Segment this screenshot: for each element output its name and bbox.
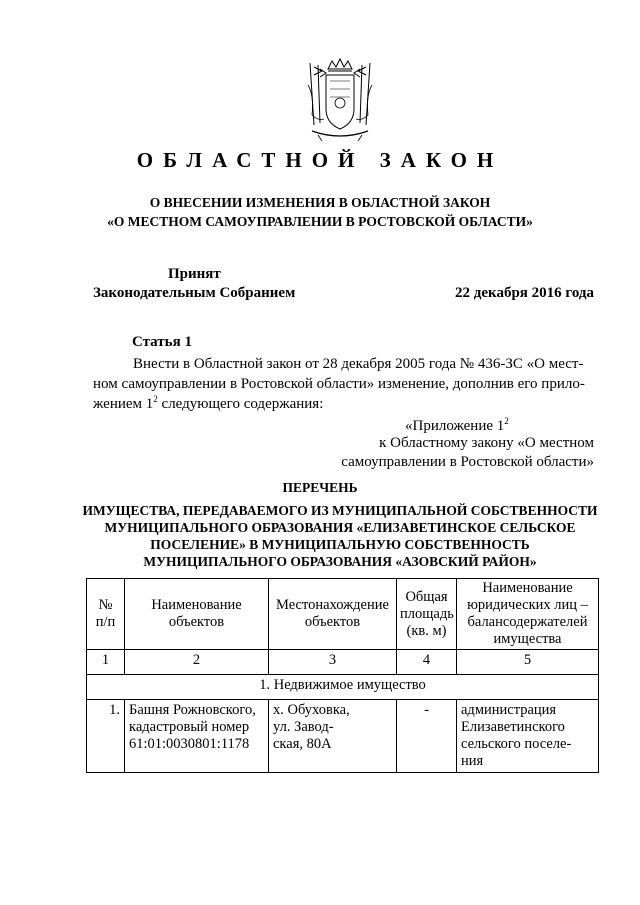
coat-of-arms-icon <box>300 55 380 143</box>
table-number-row <box>87 650 599 675</box>
adoption-date: 22 декабря 2016 года <box>455 285 594 301</box>
section-title: 1. Недвижимое имущество <box>87 675 599 700</box>
list-title: ПЕРЕЧЕНЬ <box>282 480 358 495</box>
object-area: - <box>397 700 457 773</box>
table-section-row <box>87 675 599 700</box>
column-number: 2 <box>125 650 269 675</box>
annex-label: «Приложение $1^2$ <box>405 416 509 434</box>
law-subtitle <box>60 193 580 231</box>
list-subtitle-line: МУНИЦИПАЛЬНОГО ОБРАЗОВАНИЯ «ЕЛИЗАВЕТИНСКОЕ СЕЛЬСКОЕ <box>104 520 576 535</box>
law-title: ОБЛАСТНОЙ ЗАКОН <box>136 148 504 172</box>
annex-line: к Областному закону «О местном <box>379 435 594 451</box>
adopted-by: Законодательным Собранием <box>93 285 296 301</box>
column-number: 1 <box>87 650 125 675</box>
property-table <box>86 578 599 773</box>
adopted-label: Принят <box>168 266 221 282</box>
table-header-row <box>87 579 599 650</box>
column-number: 4 <box>397 650 457 675</box>
balance-holder: администрация Елизаветинского сельского поселе- ния <box>457 700 599 773</box>
article-line: ном самоуправлении в Ростовской области» изменение, дополнив его прило- <box>93 376 585 392</box>
list-subtitle-line: ИМУЩЕСТВА, ПЕРЕДАВАЕМОГО ИЗ МУНИЦИПАЛЬНОЙ СОБСТВЕННОСТИ <box>82 503 598 518</box>
article-line: Внести в Областной закон от 28 декабря 2005 года № 436-ЗС «О мест- <box>133 356 584 372</box>
list-subtitle-line: ПОСЕЛЕНИЕ» В МУНИЦИПАЛЬНУЮ СОБСТВЕННОСТЬ <box>150 537 530 552</box>
header-cell: Общая площадь (кв. м) <box>397 579 457 650</box>
annex-line: самоуправлении в Ростовской области» <box>341 454 594 470</box>
annex-reference <box>332 434 594 472</box>
header-cell: Наименование юридических лиц – балансодержателей имущества <box>457 579 599 650</box>
header-cell: Наименование объектов <box>125 579 269 650</box>
object-name: Башня Рожновского, кадастровый номер 61:01:0030801:1178 <box>125 700 269 773</box>
article-text <box>93 354 594 414</box>
list-subtitle-line: МУНИЦИПАЛЬНОГО ОБРАЗОВАНИЯ «АЗОВСКИЙ РАЙОН» <box>143 554 537 569</box>
object-location: х. Обуховка, ул. Завод- ская, 80А <box>269 700 397 773</box>
row-number: 1. <box>87 700 125 773</box>
header-cell: № п/п <box>87 579 125 650</box>
list-subtitle <box>80 502 600 570</box>
subtitle-line: О ВНЕСЕНИИ ИЗМЕНЕНИЯ В ОБЛАСТНОЙ ЗАКОН <box>149 195 491 210</box>
article-line: жением $1^2$ следующего содержания: <box>93 394 324 412</box>
article-title: Статья 1 <box>132 334 192 350</box>
subtitle-line: «О МЕСТНОМ САМОУПРАВЛЕНИИ В РОСТОВСКОЙ ОБЛАСТИ» <box>107 214 533 229</box>
table-row <box>87 700 599 773</box>
column-number: 5 <box>457 650 599 675</box>
column-number: 3 <box>269 650 397 675</box>
header-cell: Местонахождение объектов <box>269 579 397 650</box>
